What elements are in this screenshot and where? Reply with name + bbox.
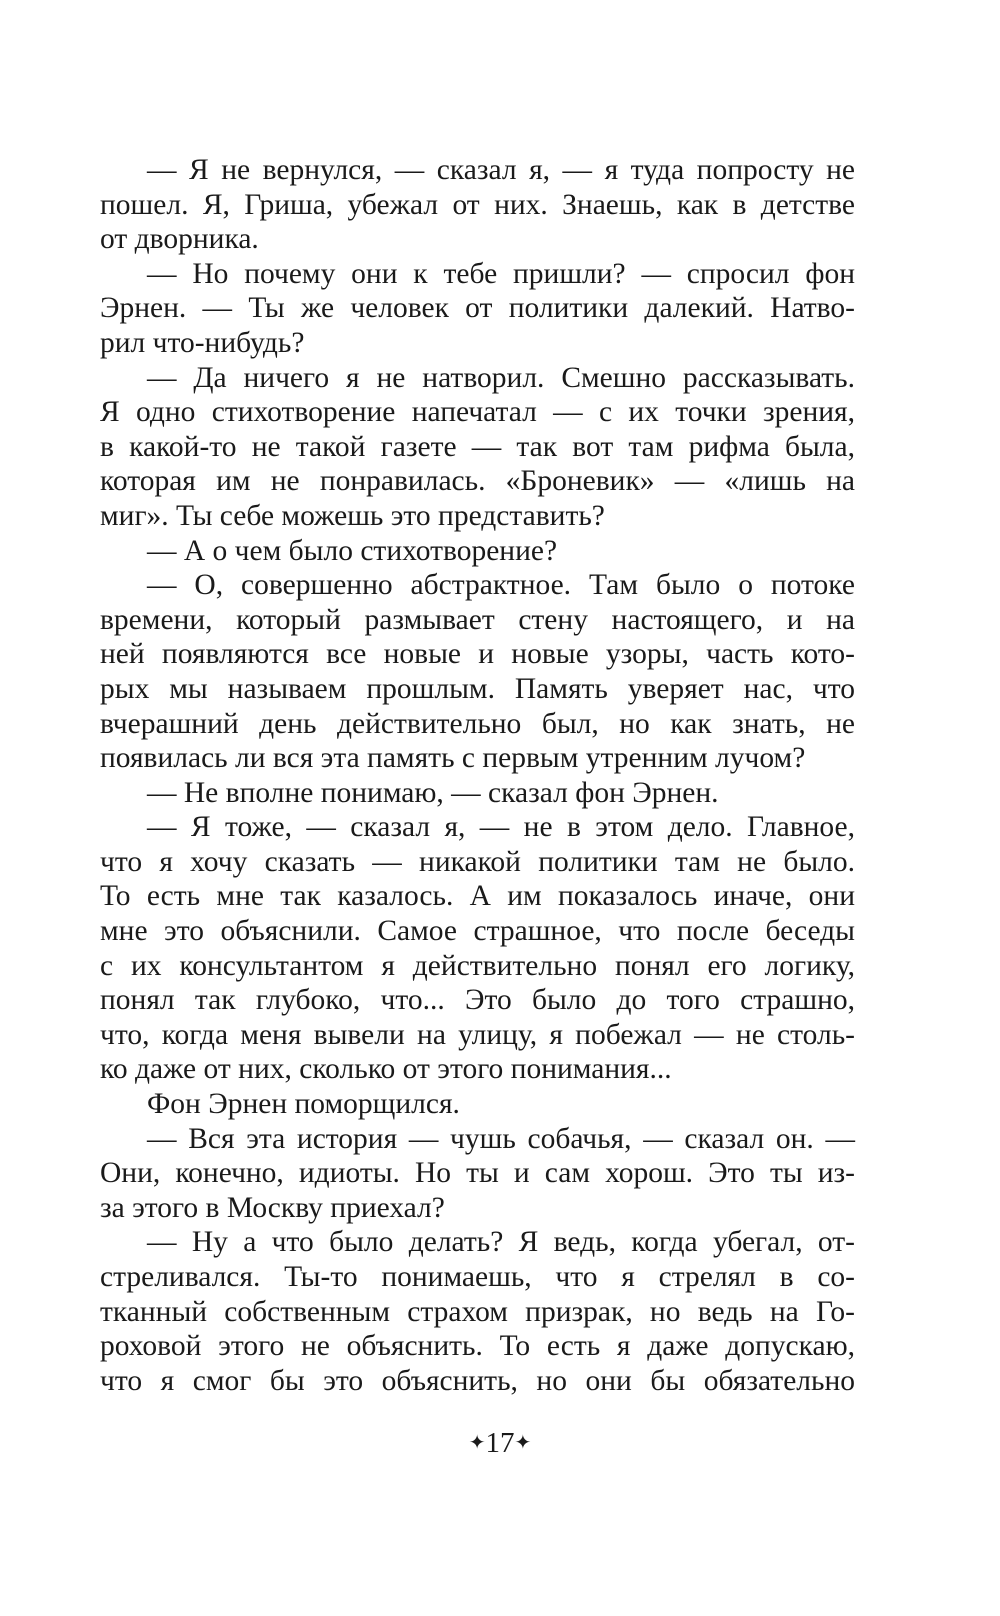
text-line: что, когда меня вывели на улицу, я побежал — не столь- bbox=[100, 1018, 855, 1051]
text-line: появилась ли вся эта память с первым утренним лучом? bbox=[100, 742, 806, 775]
text-line: в какой-то не такой газете — так вот там рифма была, bbox=[100, 430, 855, 463]
text-line: что я хочу сказать — никакой политики там не было. bbox=[100, 845, 855, 878]
text-line: ней появляются все новые и новые узоры, часть кото- bbox=[100, 638, 855, 671]
text-line: Я одно стихотворение напечатал — с их точки зрения, bbox=[100, 396, 855, 429]
text-line: — Я тоже, — сказал я, — не в этом дело. Главное, bbox=[147, 811, 855, 844]
text-line: тканный собственным страхом призрак, но ведь на Го- bbox=[100, 1295, 855, 1328]
text-line: Эрнен. — Ты же человек от политики далекий. Натво- bbox=[100, 292, 855, 325]
text-line: которая им не понравилась. «Броневик» — «лишь на bbox=[100, 465, 855, 498]
page-number-footer bbox=[0, 1427, 1000, 1460]
text-line: пошел. Я, Гриша, убежал от них. Знаешь, как в детстве bbox=[100, 188, 855, 221]
ornament-right-icon: ✦ bbox=[514, 1432, 532, 1454]
text-line: Фон Эрнен поморщился. bbox=[147, 1088, 460, 1121]
text-line: что я смог бы это объяснить, но они бы обязательно bbox=[100, 1364, 855, 1397]
text-line: — А о чем было стихотворение? bbox=[147, 534, 558, 567]
text-line: — Ну а что было делать? Я ведь, когда убегал, от- bbox=[147, 1226, 855, 1259]
text-line: мне это объяснили. Самое страшное, что после беседы bbox=[100, 915, 855, 948]
text-line: Они, конечно, идиоты. Но ты и сам хорош. Это ты из- bbox=[100, 1157, 855, 1190]
text-line: рил что-нибудь? bbox=[100, 326, 305, 359]
text-line: — Не вполне понимаю, — сказал фон Эрнен. bbox=[147, 776, 719, 809]
text-line: роховой этого не объяснить. То есть я даже допускаю, bbox=[100, 1330, 855, 1363]
text-line: — Да ничего я не натворил. Смешно рассказывать. bbox=[147, 361, 855, 394]
text-line: от дворника. bbox=[100, 223, 259, 256]
text-line: То есть мне так казалось. А им показалось иначе, они bbox=[100, 880, 855, 913]
body-text bbox=[100, 153, 855, 1398]
text-line: миг». Ты себе можешь это представить? bbox=[100, 499, 605, 532]
text-line: ко даже от них, сколько от этого понимания... bbox=[100, 1053, 672, 1086]
text-line: времени, который размывает стену настоящего, и на bbox=[100, 603, 855, 636]
text-line: понял так глубоко, что... Это было до того страшно, bbox=[100, 984, 855, 1017]
text-line: — Я не вернулся, — сказал я, — я туда попросту не bbox=[147, 154, 855, 186]
page-number: 17 bbox=[485, 1427, 515, 1459]
text-line: — Но почему они к тебе пришли? — спросил фон bbox=[147, 257, 855, 290]
text-line: вчерашний день действительно был, но как знать, не bbox=[100, 707, 855, 740]
text-line: — Вся эта история — чушь собачья, — сказал он. — bbox=[147, 1122, 855, 1155]
text-line: — О, совершенно абстрактное. Там было о потоке bbox=[147, 569, 855, 602]
text-line: стреливался. Ты-то понимаешь, что я стрелял в со- bbox=[100, 1261, 855, 1293]
text-line: рых мы называем прошлым. Память уверяет нас, что bbox=[100, 672, 855, 705]
ornament-left-icon: ✦ bbox=[468, 1432, 486, 1454]
text-line: с их консультантом я действительно понял его логику, bbox=[100, 949, 855, 982]
text-line: за этого в Москву приехал? bbox=[100, 1191, 445, 1224]
